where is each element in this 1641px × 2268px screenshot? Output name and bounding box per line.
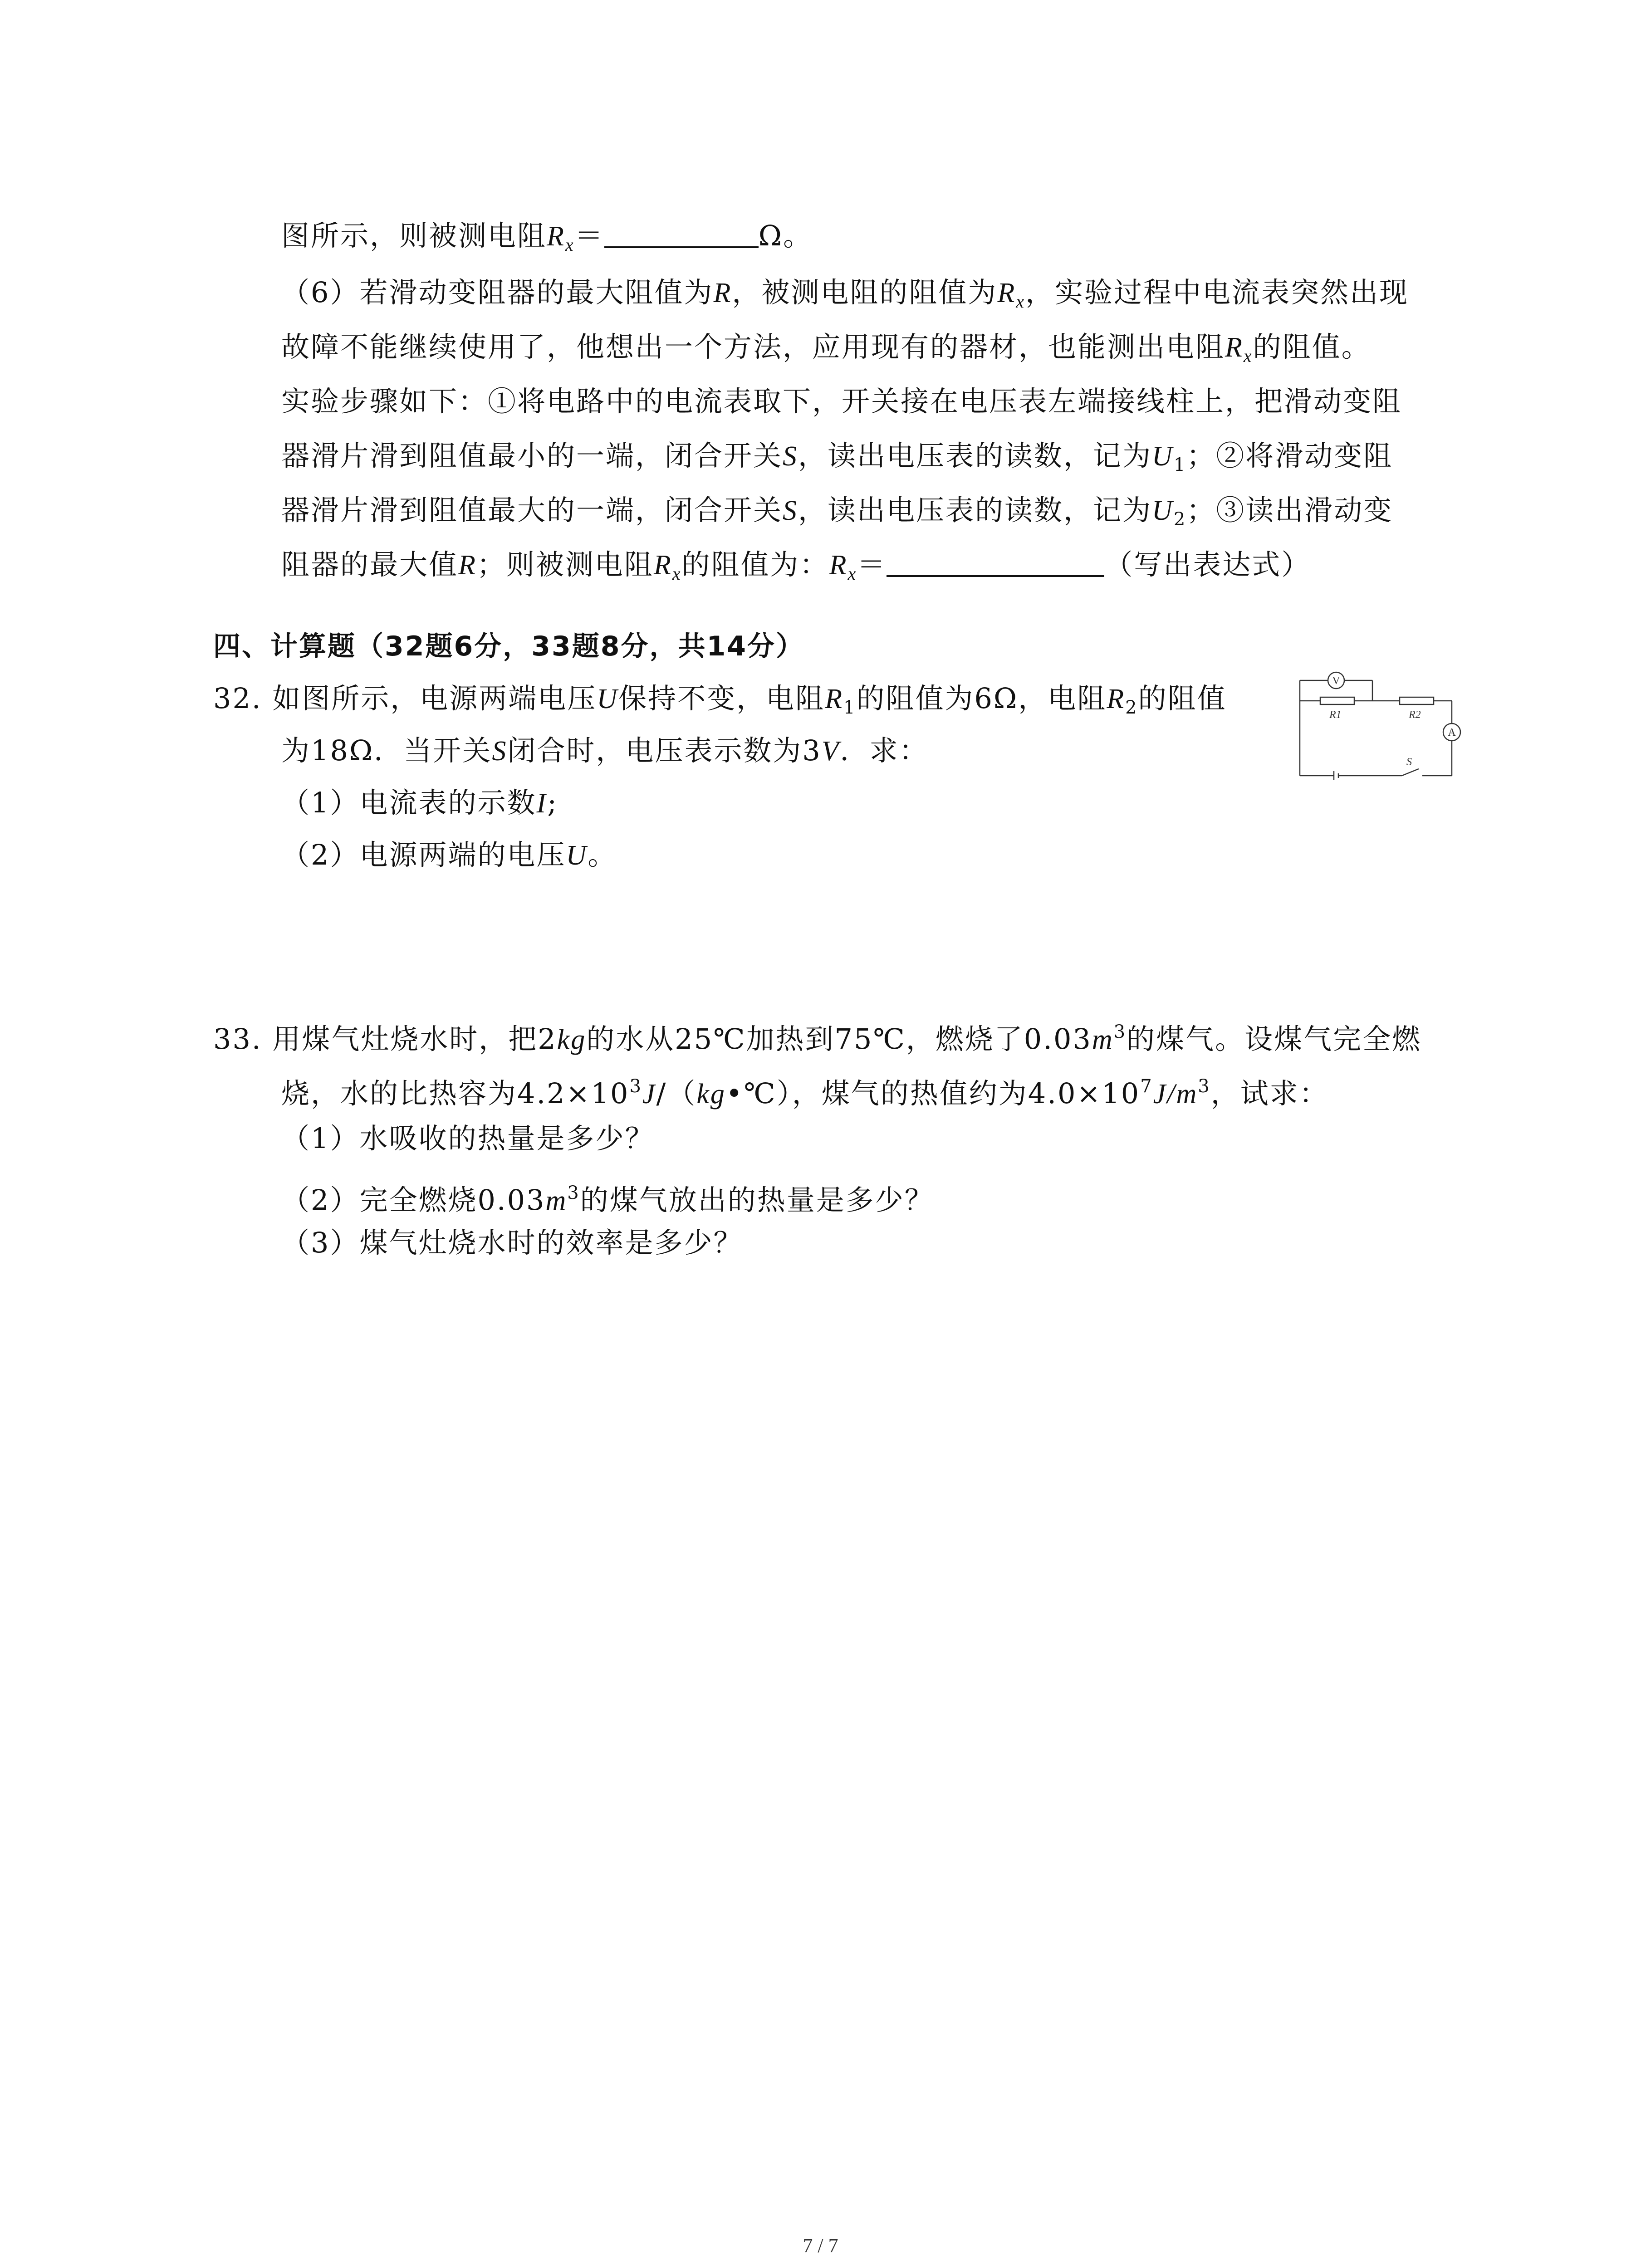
subscript-1: 1 bbox=[843, 697, 857, 718]
text-line bbox=[281, 1175, 934, 1219]
text: 阻器的最大值 bbox=[281, 548, 459, 581]
text: ．求： bbox=[840, 734, 929, 767]
symbol-u: U bbox=[1152, 495, 1174, 526]
subscript-x: x bbox=[1243, 346, 1253, 366]
text: （6）若滑动变阻器的最大阻值为 bbox=[281, 276, 714, 309]
text: ，试求： bbox=[1210, 1077, 1329, 1110]
text: 器滑片滑到阻值最小的一端，闭合开关 bbox=[281, 439, 783, 472]
text: 闭合时，电压表示数为3 bbox=[507, 734, 822, 767]
subscript-x: x bbox=[565, 235, 575, 255]
text: （3）煤气灶烧水时的效率是多少？ bbox=[281, 1226, 743, 1259]
resistor-r1 bbox=[1320, 697, 1354, 704]
text: ；③读出滑动变 bbox=[1186, 494, 1393, 527]
question-33 bbox=[213, 1014, 1421, 1058]
text: ，读出电压表的读数，记为 bbox=[798, 439, 1152, 472]
symbol-r: R bbox=[1225, 332, 1244, 363]
text: （写出表达式） bbox=[1104, 548, 1311, 581]
text-line bbox=[281, 785, 558, 821]
symbol-i: I bbox=[536, 788, 548, 819]
question-32 bbox=[213, 680, 1227, 726]
symbol-r: R bbox=[825, 684, 843, 714]
text-line bbox=[281, 492, 1393, 538]
subscript-2: 2 bbox=[1173, 509, 1187, 530]
text: 的阻值为6Ω，电阻 bbox=[856, 682, 1107, 715]
answer-blank[interactable] bbox=[604, 218, 759, 248]
text-line bbox=[281, 438, 1393, 483]
superscript-3: 3 bbox=[629, 1076, 642, 1097]
switch bbox=[1402, 769, 1419, 776]
symbol-u: U bbox=[566, 840, 588, 871]
symbol-v: V bbox=[821, 736, 840, 767]
text-line bbox=[281, 547, 1311, 592]
text-line bbox=[281, 1120, 654, 1157]
subscript-x: x bbox=[847, 563, 857, 584]
text: 的阻值。 bbox=[1253, 330, 1371, 363]
ammeter-label: A bbox=[1448, 727, 1456, 738]
answer-blank[interactable] bbox=[887, 547, 1104, 577]
text: （ bbox=[667, 1077, 697, 1110]
symbol-j-per-m: J/m bbox=[1153, 1079, 1198, 1110]
subscript-2: 2 bbox=[1125, 697, 1138, 718]
text-line bbox=[281, 274, 1409, 320]
text-line bbox=[281, 329, 1371, 374]
circuit-diagram bbox=[1291, 669, 1463, 785]
symbol-m: m bbox=[545, 1185, 568, 1216]
symbol-s: S bbox=[492, 736, 508, 767]
symbol-r: R bbox=[713, 278, 732, 308]
section-heading: 四、计算题（32题6分，33题8分，共14分） bbox=[213, 631, 804, 662]
switch-label: S bbox=[1406, 756, 1412, 768]
text: 器滑片滑到阻值最大的一端，闭合开关 bbox=[281, 494, 783, 527]
text-line bbox=[281, 837, 617, 874]
text: 的煤气。设煤气完全燃 bbox=[1127, 1022, 1422, 1056]
text-line bbox=[281, 733, 929, 769]
symbol-u: U bbox=[597, 684, 619, 714]
text: （2）电源两端的电压 bbox=[281, 838, 566, 871]
text: 烧，水的比热容为4.2×10 bbox=[281, 1077, 630, 1110]
subscript-x: x bbox=[1016, 291, 1025, 312]
text: ＝ bbox=[857, 548, 887, 581]
text: 为18Ω．当开关 bbox=[281, 734, 492, 767]
text-line bbox=[281, 1068, 1329, 1112]
text: ＝ bbox=[574, 219, 604, 252]
r1-label: R1 bbox=[1329, 709, 1342, 721]
text: ，被测电阻的阻值为 bbox=[732, 276, 998, 309]
symbol-r: R bbox=[829, 550, 848, 581]
symbol-s: S bbox=[783, 495, 798, 526]
symbol-s: S bbox=[783, 441, 798, 472]
text: ，实验过程中电流表突然出现 bbox=[1025, 276, 1409, 309]
voltmeter-label: V bbox=[1332, 675, 1340, 687]
text: 。 bbox=[588, 838, 617, 871]
text: 故障不能继续使用了，他想出一个方法，应用现有的器材，也能测出电阻 bbox=[281, 330, 1225, 363]
text: ; bbox=[547, 786, 558, 819]
text: •℃），煤气的热值约为4.0×10 bbox=[725, 1077, 1141, 1110]
text: 的阻值 bbox=[1138, 682, 1227, 715]
text: 32. 如图所示，电源两端电压 bbox=[213, 682, 597, 715]
resistor-r2 bbox=[1400, 697, 1434, 704]
text: / bbox=[656, 1077, 667, 1110]
symbol-r: R bbox=[458, 550, 477, 581]
superscript-3: 3 bbox=[1113, 1022, 1127, 1042]
text: 的阻值为： bbox=[681, 548, 829, 581]
symbol-r: R bbox=[997, 278, 1016, 308]
subscript-1: 1 bbox=[1173, 455, 1187, 475]
text: ；则被测电阻 bbox=[476, 548, 654, 581]
text: 实验步骤如下：①将电路中的电流表取下，开关接在电压表左端接线柱上，把滑动变阻 bbox=[281, 385, 1402, 418]
text: ；②将滑动变阻 bbox=[1186, 439, 1393, 472]
symbol-kg: kg bbox=[696, 1079, 726, 1110]
r2-label: R2 bbox=[1409, 709, 1421, 721]
symbol-r: R bbox=[547, 221, 565, 252]
superscript-3: 3 bbox=[567, 1183, 580, 1203]
symbol-r: R bbox=[653, 550, 672, 581]
text: 的煤气放出的热量是多少？ bbox=[580, 1183, 934, 1217]
text: （1）电流表的示数 bbox=[281, 786, 537, 819]
text: 的水从25℃加热到75℃，燃烧了0.03 bbox=[586, 1022, 1092, 1056]
text: 图所示，则被测电阻 bbox=[281, 219, 547, 252]
page-number: 7 / 7 bbox=[803, 2234, 838, 2257]
text: ，读出电压表的读数，记为 bbox=[798, 494, 1152, 527]
text: 保持不变，电阻 bbox=[618, 682, 825, 715]
text-line bbox=[281, 218, 813, 263]
symbol-r: R bbox=[1107, 684, 1126, 714]
symbol-j: J bbox=[642, 1079, 656, 1110]
text: （1）水吸收的热量是多少？ bbox=[281, 1122, 655, 1155]
symbol-m: m bbox=[1092, 1024, 1114, 1055]
symbol-u: U bbox=[1152, 441, 1174, 472]
text: （2）完全燃烧0.03 bbox=[281, 1183, 546, 1217]
text: Ω。 bbox=[758, 219, 813, 252]
symbol-kg: kg bbox=[557, 1024, 587, 1055]
text-line bbox=[281, 1225, 743, 1261]
text-line bbox=[281, 383, 1402, 420]
superscript-3: 3 bbox=[1198, 1076, 1211, 1097]
subscript-x: x bbox=[672, 563, 682, 584]
superscript-7: 7 bbox=[1140, 1076, 1153, 1097]
text: 33. 用煤气灶烧水时，把2 bbox=[213, 1022, 557, 1056]
